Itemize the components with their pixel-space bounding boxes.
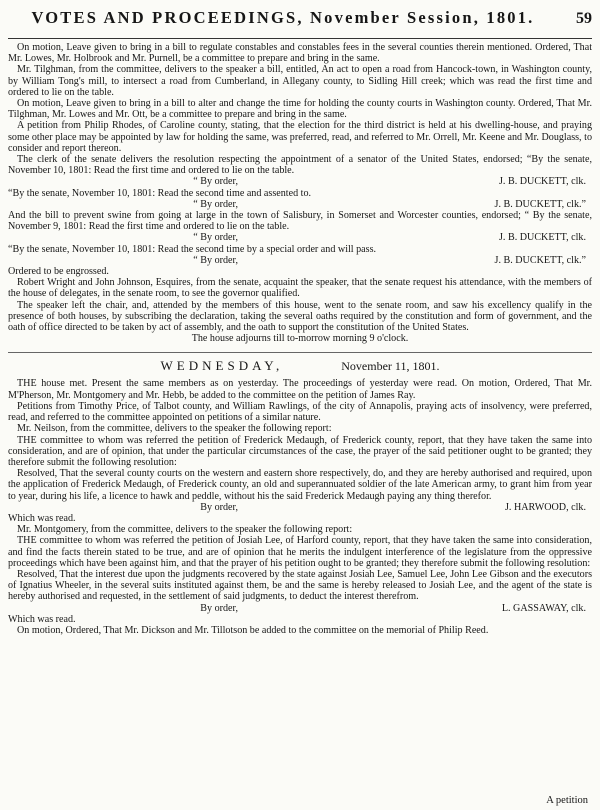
paragraph: Mr. Montgomery, from the committee, delivers to the speaker the following report: [17, 524, 353, 536]
signature-line [8, 199, 592, 210]
signature-line [8, 255, 592, 266]
body-text [8, 42, 592, 176]
page-header [8, 8, 592, 39]
paragraph: Mr. Tilghman, from the committee, delivers to the speaker a bill, entitled, An act to open a road from Hancock-town, in Washington county, by William Tong's mill, to intersect a road from Cumberland, in Allegany county, to Sidling Hill creek; which was read the first time and ordered to lie on the table. [8, 64, 592, 98]
signature-line [8, 232, 592, 243]
wednesday-proceedings [8, 378, 592, 501]
day-date: November 11, 1801. [341, 359, 440, 374]
signature-by-order: By order, [200, 602, 238, 614]
paragraph: Resolved, That the several county courts on the western and eastern shore respectively, do, and they are hereby authorised and required, upon the application of Frederick Medaugh, of Frederick county, an old and superannuated soldier of the late American army, to grant him from year to year, during his life, a licence to hawk and peddle, without his the said Frederick Medaugh paying any thing therefor. [8, 468, 592, 502]
signature-clerk: J. B. DUCKETT, clk. [498, 232, 586, 244]
document-page [8, 8, 592, 808]
paragraph: On motion, Leave given to bring in a bill to regulate constables and constables fees in the several counties therein mentioned. Ordered, That Mr. Lowes, Mr. Holbrook and Mr. Purnell, be a committee to prepare and bring in the same. [8, 42, 592, 65]
paragraph: THE committee to whom was referred the petition of Josiah Lee, of Harford county, report, that they have taken the same into consideration, and find the facts therein stated to be true, and are of opinion that he merits the indulgent interference of the legislature from the oppressive proceedings which have been against him, and that the prayer of his petition ought to be granted; they therefore submit the following resolution: [8, 535, 592, 569]
day-heading [8, 352, 592, 374]
paragraph: Resolved, That the interest due upon the judgments recovered by the state against Josiah Lee, Samuel Lee, John Lee Gibson and the executors of Ignatius Wheeler, in the several suits instituted against them, be and the same is hereby released to Josiah Lee, and the agent of the state is hereby authorised and requested, in the settlement of said judgments, to deduct the interest therefrom. [8, 568, 592, 603]
signature-by-order: “ By order, [193, 198, 238, 210]
signature-by-order: “ By order, [193, 176, 238, 188]
paragraph: Which was read. [8, 613, 76, 625]
running-title: VOTES AND PROCEEDINGS, November Session, 1801. [31, 8, 535, 27]
paragraph: Which was read. [8, 512, 76, 524]
signature-clerk: J. B. DUCKETT, clk. [498, 176, 586, 188]
signature-clerk: J. B. DUCKETT, clk.” [494, 254, 586, 266]
paragraph: The clerk of the senate delivers the resolution respecting the appointment of a senator of the United States, endorsed; “By the senate, November 10, 1801: Read the first time and ordered to lie on the table. [8, 154, 592, 177]
paragraph: THE house met. Present the same members as on yesterday. The proceedings of yesterday were read. On motion, Ordered, That Mr. M'Pherson, Mr. Montgomery and Mr. Hebb, be added to the committee on the petition of James Ray. [8, 378, 592, 401]
paragraph: On motion, Leave given to bring in a bill to alter and change the time for holding the county courts in Washington county. Ordered, That Mr. Tilghman, Mr. Lowes and Mr. Ott, be a committee to prepare and bring in the same. [8, 98, 592, 121]
paragraph: “By the senate, November 10, 1801: Read the second time and assented to. [8, 187, 312, 199]
signature-by-order: By order, [200, 501, 238, 513]
paragraph: Robert Wright and John Johnson, Esquires, from the senate, acquaint the speaker, that the senate request his attendance, with the members of the house of delegates, in the senate room, to see the governor qualified. [8, 277, 592, 300]
signature-line [8, 176, 592, 187]
paragraph: “By the senate, November 10, 1801: Read the second time by a special order and will pass. [8, 243, 377, 255]
paragraph: A petition from Philip Rhodes, of Caroline county, stating, that the election for the third district is held at his dwelling-house, and praying some other place may be appointed by law for holding the same, was preferred, read, and referred to Mr. Orrell, Mr. Keene and Mr. Douglass, to consider and report thereon. [8, 120, 592, 154]
signature-clerk: J. HARWOOD, clk. [504, 501, 586, 513]
signature-line [8, 603, 592, 614]
paragraph: Ordered to be engrossed. [8, 266, 109, 278]
signature-clerk: L. GASSAWAY, clk. [501, 602, 586, 614]
paragraph: On motion, Ordered, That Mr. Dickson and Mr. Tillotson be added to the committee on the memorial of Philip Reed. [17, 624, 489, 636]
paragraph: The speaker left the chair, and, attended by the members of this house, went to the senate room, and saw his excellency qualify in the presence of both houses, by subscribing the declaration, taking the several oaths required by the constitution and form of government, and the oath of office directed to be taken by act of assembly, and the oath to support the constitution of the United States. [8, 299, 592, 334]
paragraph: THE committee to whom was referred the petition of Frederick Medaugh, of Frederick county, report, that they have taken the same into consideration, and are of opinion, that under the particular circumstances of the case, the prayer of the said petitioner ought to be granted; they therefore submit the following resolution: [8, 434, 592, 468]
paragraph: And the bill to prevent swine from going at large in the town of Salisbury, in Somerset and Worcester counties, endorsed; “ By the senate, November 9, 1801: Read the first time and ordered to lie on the table. [8, 210, 592, 233]
signature-by-order: “ By order, [193, 232, 238, 244]
catchword: A petition [546, 795, 588, 806]
paragraph: Petitions from Timothy Price, of Talbot county, and William Rawlings, of the city of Annapolis, praying acts of insolvency, were preferred, read, and referred to the committee appointed on petitions of a similar nature. [8, 400, 592, 424]
day-name: WEDNESDAY, [160, 358, 284, 374]
signature-line [8, 502, 592, 513]
page-number: 59 [576, 10, 592, 27]
signature-clerk: J. B. DUCKETT, clk.” [494, 198, 586, 210]
signature-by-order: “ By order, [193, 254, 238, 266]
adjournment-line: The house adjourns till to-morrow morning 9 o'clock. [191, 333, 409, 345]
paragraph: Mr. Neilson, from the committee, delivers to the speaker the following report: [17, 423, 332, 435]
